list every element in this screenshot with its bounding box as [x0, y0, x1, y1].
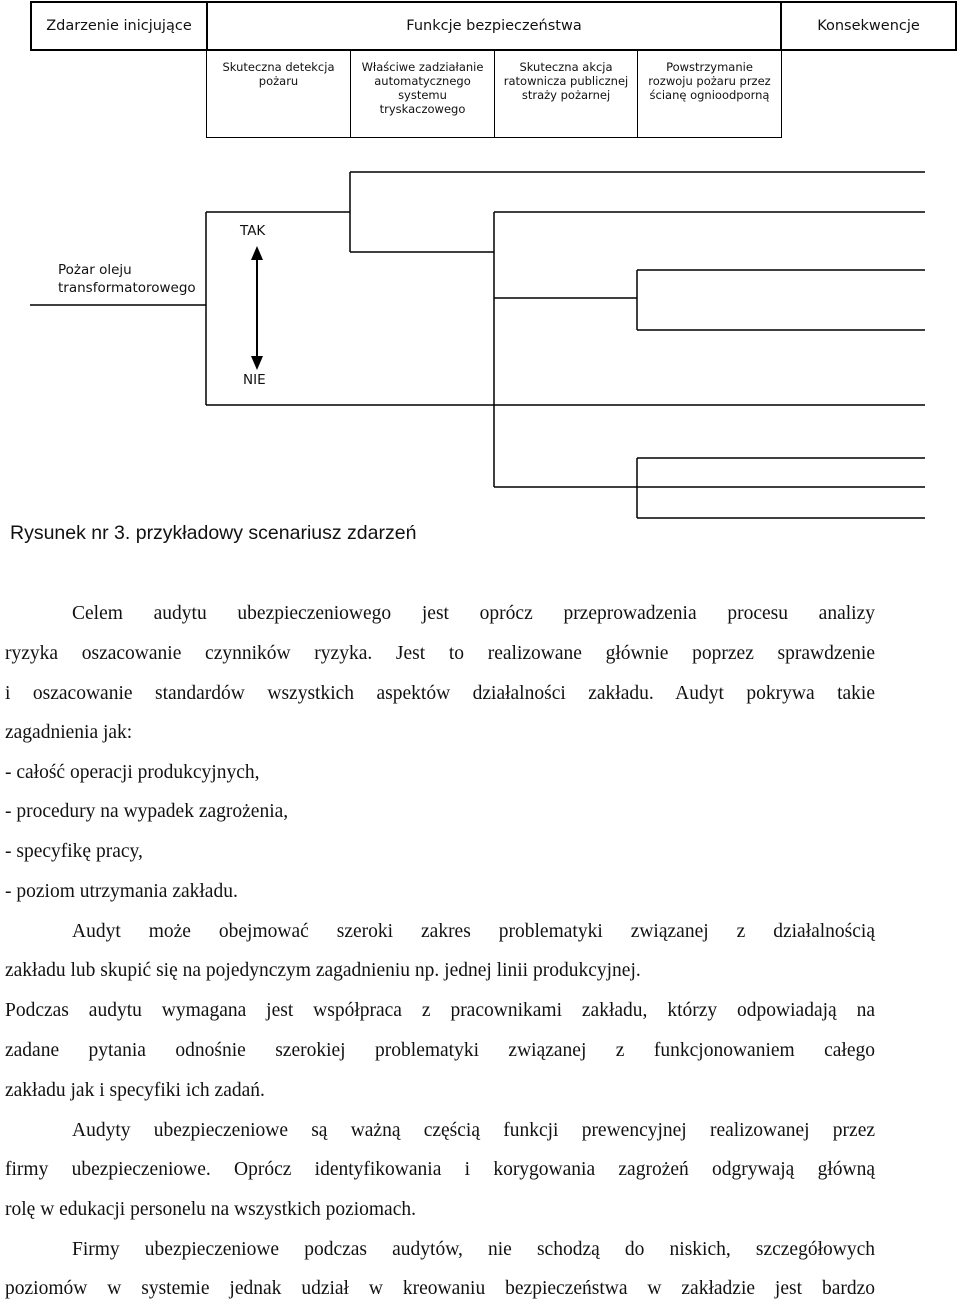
function-text: ścianę ognioodporną	[649, 88, 770, 102]
figure-caption: Rysunek nr 3. przykładowy scenariusz zdarzeń	[10, 522, 417, 544]
function-text: ratownicza publicznej	[503, 74, 629, 88]
paragraph-line: ryzyka oszacowanie czynników ryzyka. Jest to realizowane głównie poprzez sprawdzenie	[5, 643, 875, 664]
header-safety-functions: Funkcje bezpieczeństwa	[206, 1, 782, 51]
arrow-down-icon	[251, 356, 263, 370]
list-item: - procedury na wypadek zagrożenia,	[5, 801, 289, 822]
paragraph-line: Audyty ubezpieczeniowe są ważną częścią funkcji prewencyjnej realizowanej przez	[72, 1120, 875, 1141]
initiating-event-line: Pożar oleju	[58, 262, 132, 278]
function-text: Skuteczna detekcja	[222, 60, 335, 74]
function-text: Właściwe zadziałanie	[361, 60, 484, 74]
arrow-up-icon	[251, 246, 263, 260]
paragraph-line: firmy ubezpieczeniowe. Oprócz identyfikowania i korygowania zagrożeń odgrywają główną	[5, 1159, 875, 1180]
function-text: automatycznego	[374, 74, 471, 88]
initiating-event-label	[58, 261, 196, 297]
paragraph-line: zakładu lub skupić się na pojedynczym zagadnieniu np. jednej linii produkcyjnej.	[5, 960, 641, 981]
paragraph-line: Celem audytu ubezpieczeniowego jest oprócz przeprowadzenia procesu analizy	[72, 603, 875, 624]
initiating-event-line: transformatorowego	[58, 280, 196, 296]
paragraph-line: zakładu jak i specyfiki ich zadań.	[5, 1080, 265, 1101]
paragraph-line: Audyt może obejmować szeroki zakres problematyki związanej z działalnością	[72, 921, 875, 942]
event-tree-diagram	[0, 0, 960, 520]
list-item: - całość operacji produkcyjnych,	[5, 762, 260, 783]
header-consequences: Konsekwencje	[780, 1, 957, 51]
list-item: - specyfikę pracy,	[5, 841, 143, 862]
paragraph-line: Podczas audytu wymagana jest współpraca z pracownikami zakładu, którzy odpowiadają na	[5, 1000, 875, 1021]
paragraph-line: poziomów w systemie jednak udział w kreowaniu bezpieczeństwa w zakładzie jest bardzo	[5, 1278, 875, 1299]
function-text: pożaru	[258, 74, 299, 88]
no-label: NIE	[243, 372, 266, 388]
function-text: rozwoju pożaru przez	[648, 74, 771, 88]
function-text: straży pożarnej	[521, 88, 611, 102]
paragraph-line: zagadnienia jak:	[5, 722, 133, 743]
yes-label: TAK	[240, 223, 266, 239]
header-initiating-event: Zdarzenie inicjujące	[30, 1, 208, 51]
paragraph-line: i oszacowanie standardów wszystkich aspektów działalności zakładu. Audyt pokrywa takie	[5, 683, 875, 704]
function-text: Powstrzymanie	[666, 60, 753, 74]
paragraph-line: rolę w edukacji personelu na wszystkich poziomach.	[5, 1199, 416, 1220]
paragraph-line: Firmy ubezpieczeniowe podczas audytów, nie schodzą do niskich, szczegółowych	[72, 1239, 875, 1260]
function-text: tryskaczowego	[379, 102, 466, 116]
function-text: Skuteczna akcja	[519, 60, 613, 74]
paragraph-line: zadane pytania odnośnie szerokiej problematyki związanej z funkcjonowaniem całego	[5, 1040, 875, 1061]
list-item: - poziom utrzymania zakładu.	[5, 881, 238, 902]
function-text: systemu	[398, 88, 447, 102]
